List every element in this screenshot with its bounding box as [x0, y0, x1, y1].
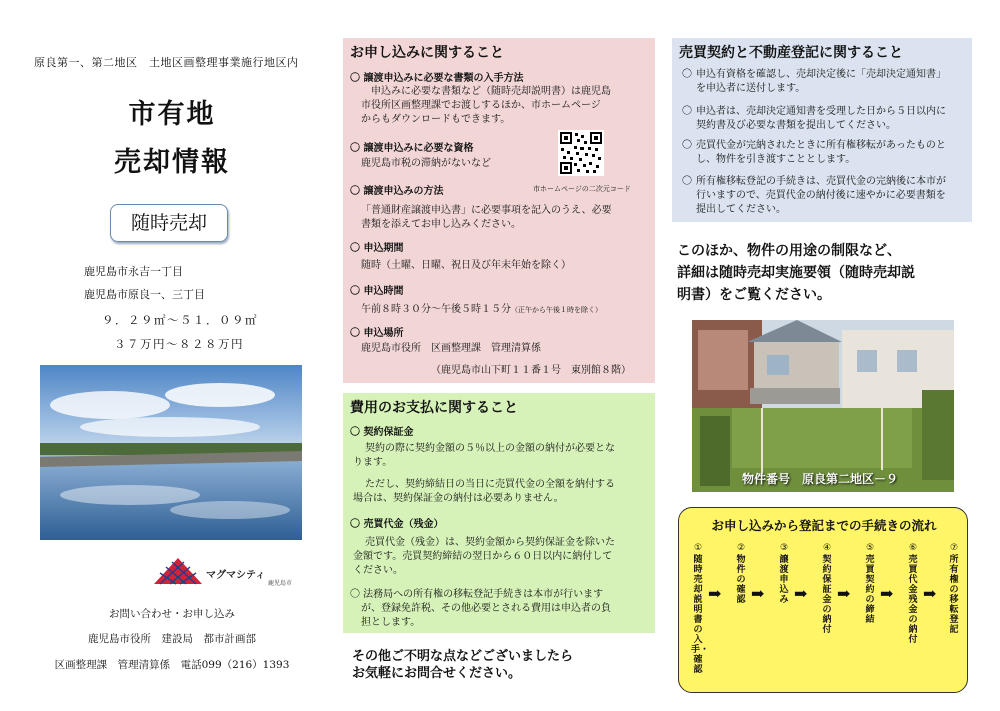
contract-item-4: 〇 所有権移転登記の手続きは、売買代金の完納後に本市が 行いますので、売買代金の納付後に速やかに必要書類を 提出してください。 — [682, 176, 946, 215]
closing-line-2: お気軽にお問合せください。 — [352, 666, 522, 681]
contract-item-1: 〇 申込有資格を確認し、売却決定後に「売却決定通知書」 を申込者に送付します。 — [682, 69, 946, 94]
contract-item-3: 〇 売買代金が完納されたときに所有権移転があったものと し、物件を引き渡すこととします。 — [682, 140, 946, 165]
bullet-icon: 〇 — [682, 69, 692, 80]
area-line: 原良第一、第二地区 土地区画整理事業施行地区内 — [34, 56, 299, 69]
arrow-right-icon: ➡ — [837, 584, 851, 603]
contract-panel — [672, 38, 972, 222]
payment-heading: 費用のお支払に関すること — [350, 400, 518, 416]
contract-heading: 売買契約と不動産登記に関すること — [679, 45, 903, 61]
mascot-name: マグマシティ — [206, 570, 266, 581]
application-s2-head: 〇 譲渡申込みに必要な資格 — [350, 143, 474, 154]
notice-line-1: このほか、物件の用途の制限など、 — [677, 243, 901, 259]
flow-step: ③ 譲渡申込み — [779, 543, 789, 605]
payment-p1-body1: 契約の際に契約金額の５％以上の金額の納付が必要とな — [365, 443, 615, 454]
details-notice — [677, 240, 977, 306]
payment-p1-body2: ります。 — [353, 457, 393, 468]
payment-p3-body3: 担とします。 — [361, 617, 421, 628]
application-s5-head: 〇 申込時間 — [350, 286, 404, 297]
arrow-right-icon: ➡ — [880, 584, 894, 603]
arrow-right-icon: ➡ — [708, 584, 722, 603]
address-1: 鹿児島市永吉一丁目 — [84, 265, 183, 278]
contact-heading: お問い合わせ・お申し込み — [109, 608, 235, 620]
flow-step: ⑦ 所有権の移転登記 — [949, 543, 959, 635]
sale-type-badge: 随時売却 — [110, 204, 228, 242]
contract-item-2: 〇 申込者は、売却決定通知書を受理した日から５日以内に 契約書及び必要な書類を提出してください。 — [682, 106, 946, 131]
payment-panel — [343, 393, 655, 633]
magma-city-logo — [150, 548, 300, 590]
flow-step: ① 随時売却説明書の入手・確認 — [691, 543, 710, 675]
qr-caption: 市ホームページの二次元コード — [533, 185, 631, 193]
property-caption: 物件番号 原良第二地区－９ — [742, 472, 899, 486]
payment-p2-body2: 金額です。売買契約締結の翌日から６０日以内に納付して — [353, 551, 613, 562]
arrow-right-icon: ➡ — [751, 584, 765, 603]
application-s5-note: （正午から午後１時を除く） — [511, 306, 602, 314]
application-s6-address: （鹿児島市山下町１１番１号 東別館８階） — [431, 365, 631, 376]
payment-p2-head: 〇 売買代金（残金） — [350, 519, 444, 530]
price-range: ３７万円～８２８万円 — [114, 337, 244, 351]
title-line-1: 市有地 — [128, 99, 216, 130]
cover-column — [22, 40, 322, 700]
payment-p1-body4: 場合は、契約保証金の納付は必要ありません。 — [353, 493, 564, 504]
payment-p1-body3: ただし、契約締結日の当日に売買代金の全額を納付する — [365, 479, 615, 490]
application-s3-body2: 書類を添えてお申し込みください。 — [361, 219, 521, 230]
qr-code[interactable] — [558, 130, 604, 176]
application-s4-head: 〇 申込期間 — [350, 243, 404, 254]
payment-p2-body3: ください。 — [353, 565, 403, 576]
application-s3-body1: 「普通財産譲渡申込書」に必要事項を記入のうえ、必要 — [361, 205, 612, 216]
notice-line-2: 詳細は随時売却実施要領（随時売却説 — [677, 265, 915, 281]
flow-step: ④ 契約保証金の納付 — [822, 543, 832, 635]
payment-p3-body2: が、登録免許税、その他必要とされる費用は申込者の負 — [361, 603, 611, 614]
application-panel — [343, 38, 655, 383]
payment-p1-head: 〇 契約保証金 — [350, 427, 414, 438]
property-photo — [692, 320, 954, 492]
flow-step: ⑤ 売買契約の締結 — [865, 543, 875, 625]
notice-line-3: 明書）をご覧ください。 — [677, 287, 831, 303]
application-s1-body1: 申込みに必要な書類など（随時売却説明書）は鹿児島 — [371, 86, 611, 97]
closing-line-1: その他ご不明な点などございましたら — [352, 649, 574, 664]
arrow-right-icon: ➡ — [923, 584, 937, 603]
application-heading: お申し込みに関すること — [350, 45, 504, 61]
application-s1-head: 〇 譲渡申込みに必要な書類の入手方法 — [350, 73, 524, 84]
application-s1-body3: からもダウンロードもできます。 — [361, 114, 511, 125]
payment-p2-body1: 売買代金（残金）は、契約金額から契約保証金を除いた — [365, 537, 615, 548]
application-s3-head: 〇 譲渡申込みの方法 — [350, 186, 444, 197]
bullet-icon: 〇 — [682, 106, 692, 117]
procedure-flow-box — [678, 507, 968, 693]
flow-step: ② 物件の確認 — [736, 543, 746, 605]
payment-p3-body1: 〇 法務局への所有権の移転登記手続きは本市が行います — [350, 589, 604, 600]
arrow-right-icon: ➡ — [794, 584, 808, 603]
flow-title: お申し込みから登記までの手続きの流れ — [711, 518, 937, 533]
mascot-sub: 鹿児島市 — [268, 580, 293, 587]
river-photo — [40, 365, 302, 540]
contact-phone: 区画整理課 管理清算係 電話099（216）1393 — [54, 659, 290, 671]
application-s2-body: 鹿児島市税の滞納がないなど — [361, 158, 491, 169]
area-range: ９．２９㎡～５１．０９㎡ — [102, 313, 258, 327]
application-s6-body: 鹿児島市役所 区画整理課 管理清算係 — [361, 343, 541, 354]
flow-step: ⑥ 売買代金残金の納付 — [908, 543, 918, 645]
application-s6-head: 〇 申込場所 — [350, 328, 404, 339]
bullet-icon: 〇 — [682, 176, 692, 187]
closing-message — [352, 648, 573, 682]
contact-department: 鹿児島市役所 建設局 都市計画部 — [88, 633, 256, 645]
address-2: 鹿児島市原良一、三丁目 — [84, 288, 205, 301]
application-s5-body: 午前８時３０分～午後５時１５分（正午から午後１時を除く） — [361, 304, 602, 315]
title-line-2: 売却情報 — [114, 147, 230, 178]
bullet-icon: 〇 — [682, 140, 692, 151]
application-s1-body2: 市役所区画整理課でお渡しするほか、市ホームページ — [361, 100, 601, 111]
application-s4-body: 随時（土曜、日曜、祝日及び年末年始を除く） — [361, 260, 571, 271]
